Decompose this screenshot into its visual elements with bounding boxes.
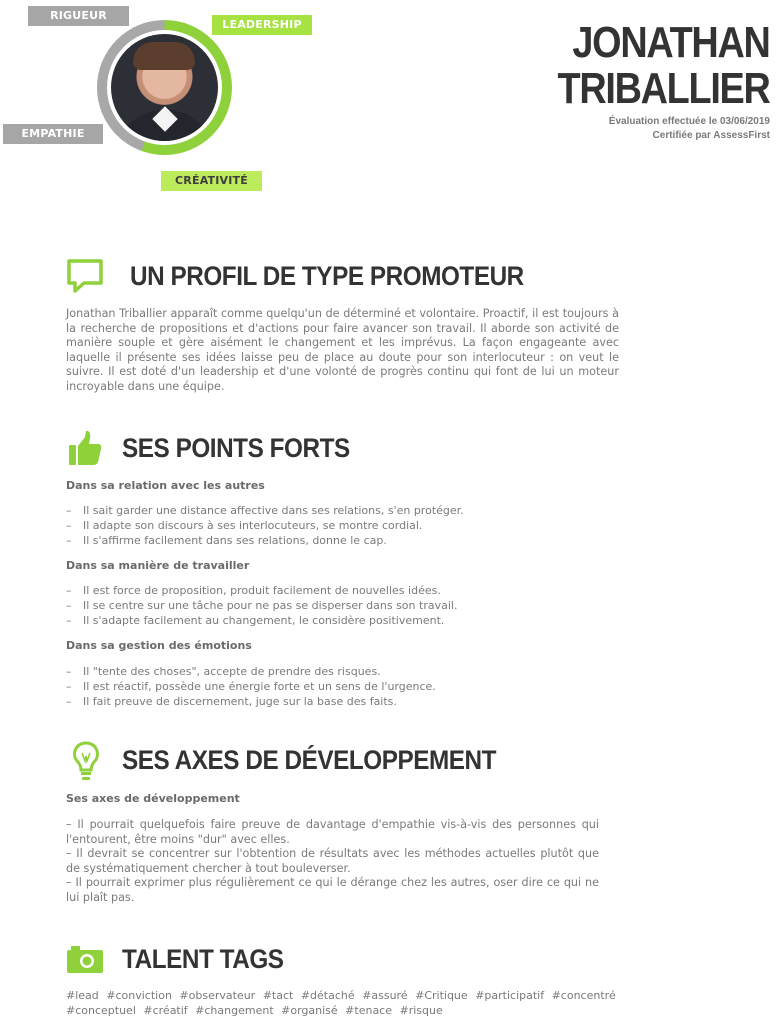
avatar [111, 34, 218, 141]
speech-bubble-icon [66, 258, 104, 294]
list-item: – Il sait garder une distance affective dans ses relations, s'en protéger. [66, 504, 464, 517]
development-title: SES AXES DE DÉVELOPPEMENT [122, 745, 497, 775]
list-item: – Il pourrait quelquefois faire preuve de davantage d'empathie vis-à-vis des personnes qui l'entourent, être moins "dur" avec elles. [66, 818, 599, 846]
talent-tag: #conceptuel [66, 1004, 136, 1017]
certification: Certifiée par AssessFirst [652, 130, 770, 141]
last-name: TRIBALLIER [557, 64, 770, 113]
list-item: – Il s'affirme facilement dans ses relations, donne le cap. [66, 534, 387, 547]
talent-tag: #conviction [106, 989, 172, 1002]
talent-tags-title: TALENT TAGS [122, 944, 284, 974]
tag-leadership: LEADERSHIP [212, 15, 312, 35]
talent-tag: #participatif [475, 989, 545, 1002]
talent-tag: #détaché [300, 989, 355, 1002]
profile-description: Jonathan Triballier apparaît comme quelqu'un de déterminé et volontaire. Proactif, il est toujours à la recherche de propositions et d'actions pour faire avancer son travail. Il aborde son activité de manière souple et gère aisément le changement et les imprévus. La façon engageante avec laquelle il présente ses idées laisse peu de place au doute pour son interlocuteur : on veut le suivre. Il est doté d'un leadership et d'une volonté de progrès continu qui font de lui un moteur incroyable dans une équipe. [66, 307, 619, 393]
list-item: – Il adapte son discours à ses interlocuteurs, se montre cordial. [66, 519, 423, 532]
talent-tag: #tenace [345, 1004, 392, 1017]
talent-tag: #créatif [143, 1004, 188, 1017]
strengths-group-list [66, 583, 626, 628]
list-item: – Il "tente des choses", accepte de prendre des risques. [66, 665, 381, 678]
talent-tag: #concentré [551, 989, 616, 1002]
strengths-group-heading: Dans sa manière de travailler [66, 559, 250, 572]
list-item: – Il se centre sur une tâche pour ne pas se disperser dans son travail. [66, 599, 458, 612]
talent-tag: #assuré [362, 989, 408, 1002]
strengths-group-list [66, 503, 626, 548]
tag-rigueur: RIGUEUR [28, 6, 129, 26]
list-item: – Il devrait se concentrer sur l'obtention de résultats avec les méthodes actuelles plutôt que de systématiquement chercher à tout bouleverser. [66, 847, 599, 875]
talent-tag: #risque [399, 1004, 443, 1017]
candidate-name [558, 20, 770, 112]
avatar-ring [97, 20, 232, 155]
list-item: – Il est force de proposition, produit facilement de nouvelles idées. [66, 584, 441, 597]
list-item: – Il s'adapte facilement au changement, le considère positivement. [66, 614, 445, 627]
evaluation-info [609, 115, 770, 143]
thumbs-up-icon [67, 429, 103, 467]
strengths-group-heading: Dans sa relation avec les autres [66, 479, 265, 492]
talent-tag: #lead [66, 989, 99, 1002]
talent-tag: #organisé [281, 1004, 338, 1017]
strengths-group-heading: Dans sa gestion des émotions [66, 639, 252, 652]
talent-tags-list [66, 988, 626, 1018]
talent-tags-row-1 [66, 988, 626, 1003]
lightbulb-icon [72, 740, 100, 782]
strengths-group-list [66, 664, 626, 709]
talent-tag: #Critique [415, 989, 468, 1002]
list-item: – Il est réactif, possède une énergie forte et un sens de l'urgence. [66, 680, 436, 693]
talent-tag: #changement [195, 1004, 274, 1017]
evaluation-date: Évaluation effectuée le 03/06/2019 [608, 116, 770, 127]
talent-tags-row-2 [66, 1003, 626, 1018]
list-item: – Il pourrait exprimer plus régulièrement ce qui le dérange chez les autres, oser dire ce qui ne lui plaît pas. [66, 876, 599, 904]
list-item: – Il fait preuve de discernement, juge sur la base des faits. [66, 695, 397, 708]
camera-icon [66, 944, 104, 974]
talent-tag: #tact [262, 989, 294, 1002]
tag-creativite: CRÉATIVITÉ [161, 171, 262, 191]
tag-empathie: EMPATHIE [3, 124, 103, 144]
development-list [66, 818, 599, 906]
first-name: JONATHAN [572, 18, 770, 67]
talent-tag: #observateur [179, 989, 256, 1002]
profile-title: UN PROFIL DE TYPE PROMOTEUR [130, 261, 524, 291]
strengths-title: SES POINTS FORTS [122, 433, 350, 463]
development-heading: Ses axes de développement [66, 792, 240, 805]
